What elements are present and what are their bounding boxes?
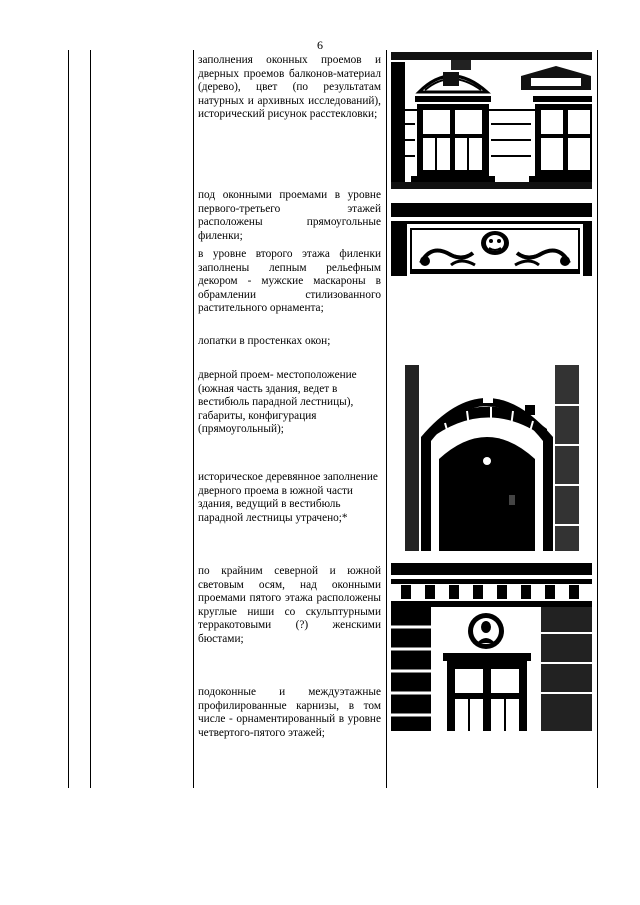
text-pilasters: лопатки в простенках окон; (198, 335, 331, 347)
table-rule-5 (597, 50, 598, 788)
text-door-opening: дверной проем- местоположение (южная часть здания, ведет в вестибюль парадной лестницы), габариты, конфигурация (прямоугольный); (198, 369, 357, 436)
photo-arched-door (405, 365, 579, 551)
photo-mascaron-panel (391, 203, 592, 276)
table-rule-4 (386, 50, 387, 788)
table-rule-3 (193, 50, 194, 788)
text-panels: под оконными проемами в уровне первого-третьего этажей расположены прямоугольные филенки; (198, 189, 381, 242)
table-rule-1 (68, 50, 69, 788)
table-rule-2 (90, 50, 91, 788)
text-niches: по крайним северной и южной световым осям, над оконными проемами пятого этажа расположены круглые ниши со скульптурными терракотовыми (?) женскими бюстами; (198, 565, 381, 645)
text-door-fill-lost: историческое деревянное заполнение дверного проема в южной части здания, ведущий в вестибюль парадной лестницы утрачено;* (198, 471, 378, 524)
text-panels-second-floor: в уровне второго этажа филенки заполнены лепным рельефным декором - мужские маскароны в обрамлении стилизованного растительного орнамента; (198, 248, 381, 315)
text-windows-fill: заполнения оконных проемов и дверных проемов балконов-материал (дерево), цвет (по результатам натурных и архивных исследований), исторический рисунок расстекловки; (198, 54, 381, 121)
page-number: 6 (317, 38, 323, 52)
photo-upper-facade-niche (391, 563, 592, 731)
photo-facade-windows (391, 52, 592, 189)
text-cornices: подоконные и междуэтажные профилированные карнизы, в том числе - орнаментированный в уровне четвертого-пятого этажей; (198, 686, 381, 739)
